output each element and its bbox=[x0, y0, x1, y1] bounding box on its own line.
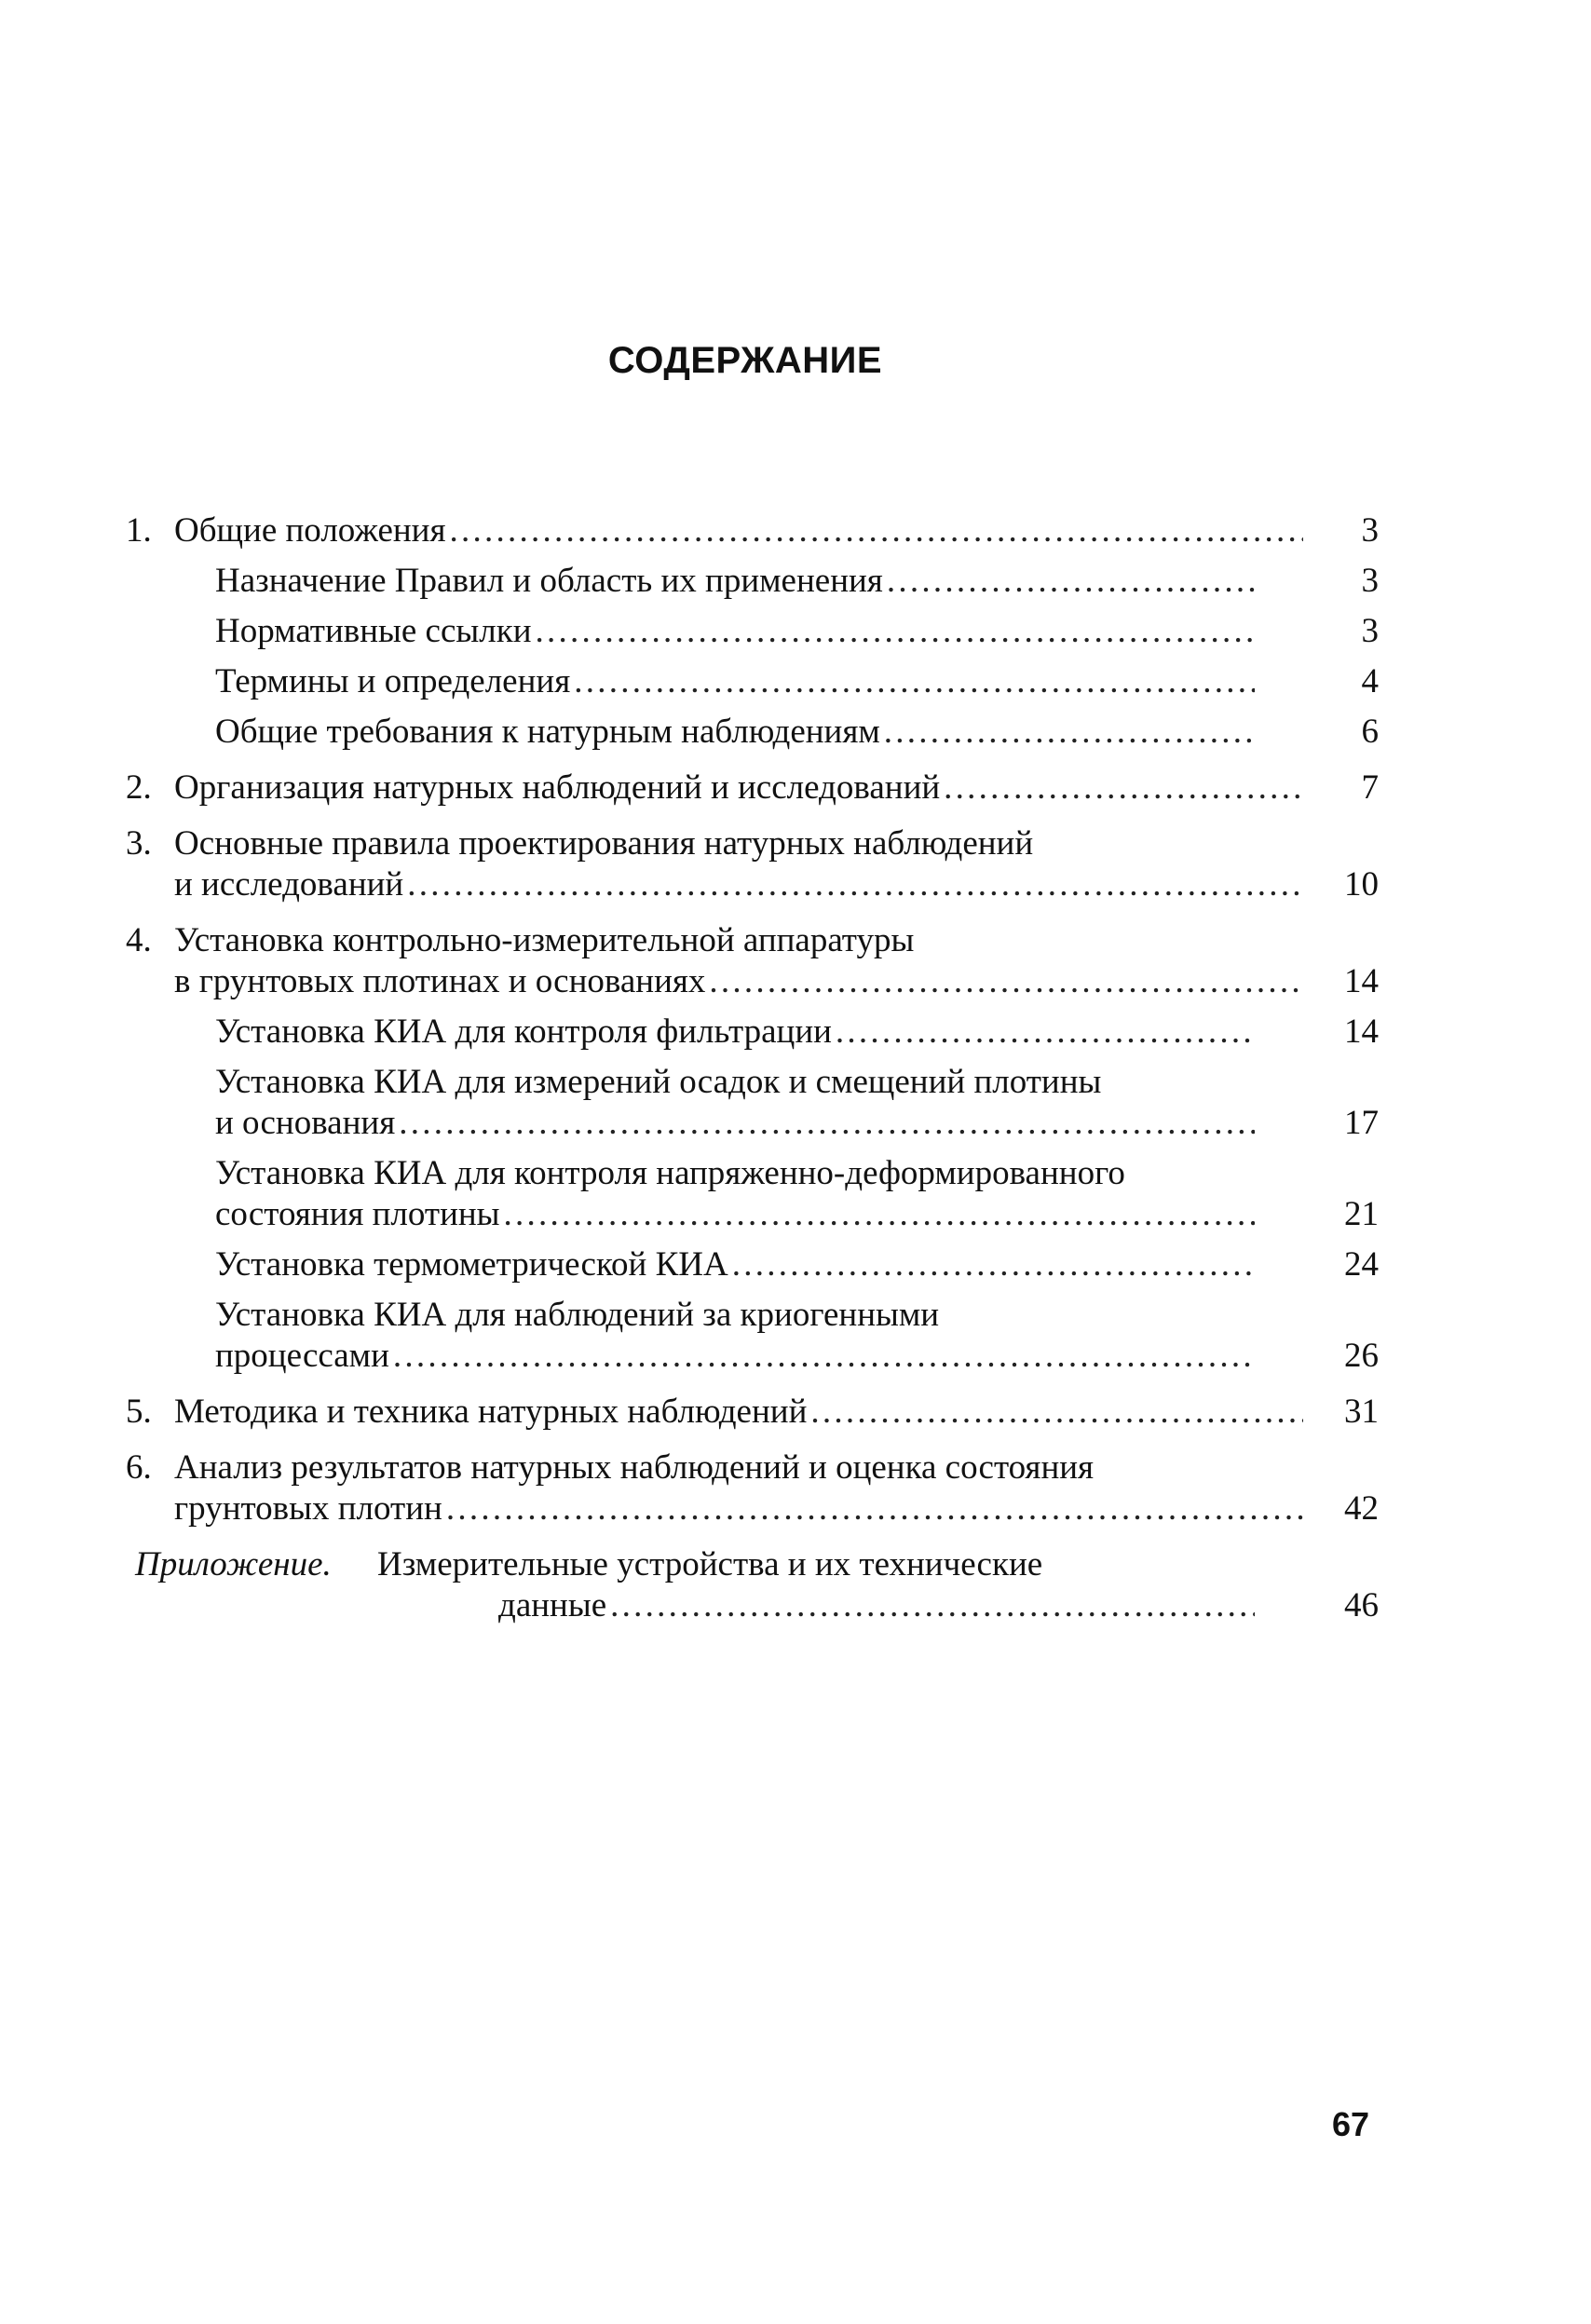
toc-entry-appendix[interactable] bbox=[126, 1544, 1379, 1626]
toc-entry-title: Организация натурных наблюдений и исследований bbox=[174, 768, 941, 807]
toc-entry-page: 10 bbox=[1344, 865, 1379, 904]
toc-entry-number: 6. bbox=[126, 1448, 152, 1487]
dot-leader bbox=[407, 864, 1303, 905]
toc-entry-page: 24 bbox=[1344, 1245, 1379, 1284]
toc-entry-title-line: процессами bbox=[215, 1337, 389, 1375]
toc-entry-chapter-2[interactable] bbox=[126, 768, 1379, 809]
toc-entry-title-line: Анализ результатов натурных наблюдений и оценка состояния bbox=[174, 1448, 1095, 1487]
dot-leader bbox=[836, 1012, 1255, 1053]
appendix-label: Приложение. bbox=[135, 1545, 332, 1583]
toc-entry-title-line: Измерительные устройства и их технические bbox=[377, 1545, 1043, 1583]
dot-leader bbox=[810, 1392, 1303, 1433]
toc-entry-section[interactable] bbox=[126, 712, 1379, 753]
toc-entry-chapter-5[interactable] bbox=[126, 1392, 1379, 1433]
toc-entry-page: 7 bbox=[1361, 768, 1379, 807]
table-of-contents bbox=[126, 510, 1379, 1626]
toc-entry-page: 31 bbox=[1344, 1393, 1379, 1431]
toc-entry-title-line: Установка КИА для измерений осадок и смещений плотины bbox=[215, 1063, 1102, 1101]
dot-leader bbox=[574, 661, 1255, 702]
toc-entry-section[interactable] bbox=[126, 1062, 1379, 1144]
dot-leader bbox=[536, 611, 1255, 652]
toc-entry-title-line: Установка КИА для контроля напряженно-деформированного bbox=[215, 1154, 1125, 1192]
dot-leader bbox=[504, 1194, 1255, 1235]
toc-entry-title-line: состояния плотины bbox=[215, 1195, 500, 1233]
toc-entry-title: Общие требования к натурным наблюдениям bbox=[215, 713, 880, 751]
toc-entry-number: 2. bbox=[126, 768, 152, 807]
toc-entry-page: 3 bbox=[1361, 612, 1379, 650]
toc-entry-page: 21 bbox=[1344, 1195, 1379, 1233]
toc-entry-title-line: Установка контрольно-измерительной аппаратуры bbox=[174, 921, 915, 959]
toc-entry-chapter-4[interactable] bbox=[126, 920, 1379, 1002]
toc-entry-title-line: грунтовых плотин bbox=[174, 1489, 442, 1528]
toc-entry-title: Методика и техника натурных наблюдений bbox=[174, 1393, 808, 1431]
toc-entry-title-line: данные bbox=[498, 1586, 607, 1624]
toc-entry-chapter-1[interactable] bbox=[126, 510, 1379, 551]
toc-entry-section[interactable] bbox=[126, 1153, 1379, 1235]
toc-entry-title: Назначение Правил и область их применения bbox=[215, 562, 883, 600]
toc-entry-title: Установка термометрической КИА bbox=[215, 1245, 728, 1284]
toc-entry-section[interactable] bbox=[126, 1244, 1379, 1285]
toc-entry-title-line: Основные правила проектирования натурных наблюдений bbox=[174, 824, 1034, 863]
dot-leader bbox=[446, 1488, 1303, 1529]
toc-entry-title: Установка КИА для контроля фильтрации bbox=[215, 1013, 832, 1051]
toc-entry-page: 42 bbox=[1344, 1489, 1379, 1528]
toc-entry-page: 46 bbox=[1344, 1586, 1379, 1624]
toc-entry-page: 6 bbox=[1361, 713, 1379, 751]
toc-entry-number: 1. bbox=[126, 511, 152, 550]
dot-leader bbox=[887, 561, 1255, 602]
toc-entry-page: 3 bbox=[1361, 511, 1379, 550]
toc-entry-page: 17 bbox=[1344, 1104, 1379, 1142]
toc-entry-title-line: и основания bbox=[215, 1104, 396, 1142]
toc-entry-chapter-6[interactable] bbox=[126, 1447, 1379, 1529]
toc-entry-chapter-3[interactable] bbox=[126, 823, 1379, 905]
toc-entry-page: 4 bbox=[1361, 662, 1379, 700]
toc-entry-title-line: в грунтовых плотинах и основаниях bbox=[174, 962, 706, 1000]
toc-entry-section[interactable] bbox=[126, 611, 1379, 652]
toc-entry-title: Термины и определения bbox=[215, 662, 571, 700]
toc-entry-section[interactable] bbox=[126, 661, 1379, 702]
dot-leader bbox=[944, 768, 1303, 809]
toc-entry-number: 4. bbox=[126, 921, 152, 959]
page-title: СОДЕРЖАНИЕ bbox=[607, 340, 883, 381]
toc-entry-section[interactable] bbox=[126, 561, 1379, 602]
toc-entry-title: Нормативные ссылки bbox=[215, 612, 532, 650]
toc-entry-section[interactable] bbox=[126, 1295, 1379, 1377]
toc-entry-page: 3 bbox=[1361, 562, 1379, 600]
dot-leader bbox=[393, 1336, 1255, 1377]
dot-leader bbox=[399, 1103, 1255, 1144]
dot-leader bbox=[732, 1244, 1255, 1285]
toc-entry-section[interactable] bbox=[126, 1012, 1379, 1053]
toc-entry-title-line: Установка КИА для наблюдений за криогенными bbox=[215, 1296, 940, 1334]
dot-leader bbox=[610, 1585, 1255, 1626]
toc-entry-number: 5. bbox=[126, 1393, 152, 1431]
toc-entry-title-line: и исследований bbox=[174, 865, 404, 904]
toc-entry-title: Общие положения bbox=[174, 511, 446, 550]
toc-entry-page: 26 bbox=[1344, 1337, 1379, 1375]
page-number: 67 bbox=[1332, 2105, 1370, 2143]
dot-leader bbox=[884, 712, 1255, 753]
dot-leader bbox=[449, 510, 1303, 551]
toc-entry-number: 3. bbox=[126, 824, 152, 863]
toc-entry-page: 14 bbox=[1344, 962, 1379, 1000]
toc-entry-page: 14 bbox=[1344, 1013, 1379, 1051]
dot-leader bbox=[709, 961, 1303, 1002]
